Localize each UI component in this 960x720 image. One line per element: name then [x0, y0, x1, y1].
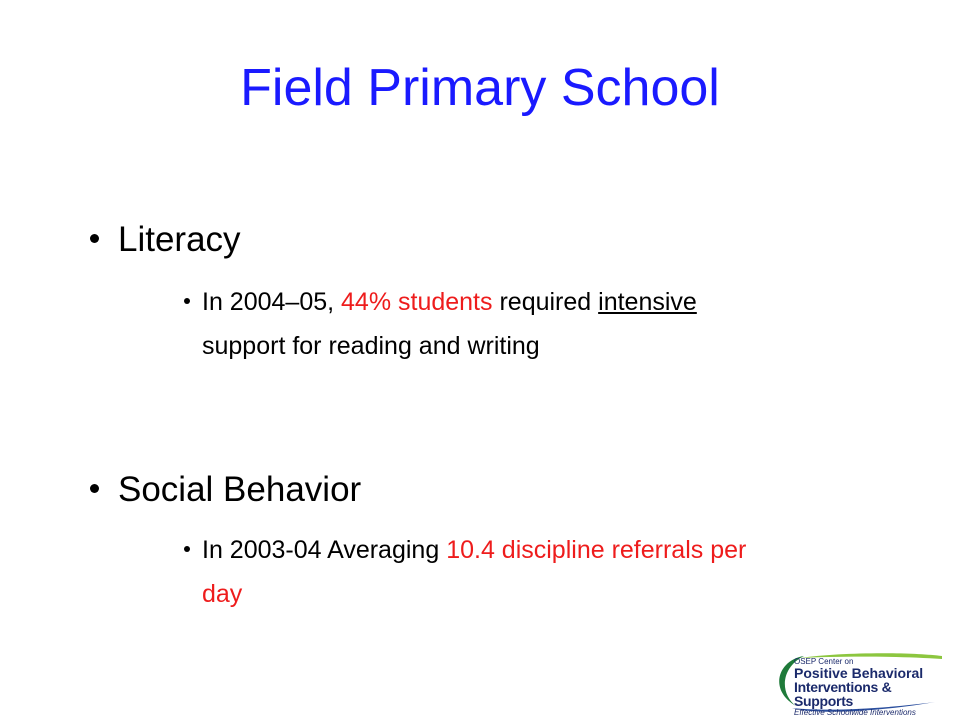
sub-bullet-literacy: [202, 280, 762, 368]
bullet-dot-icon: [184, 546, 190, 552]
bullet-social-behavior: [118, 470, 361, 510]
text-span: In 2004–05,: [202, 288, 342, 316]
text-span: support for reading and writing: [202, 332, 540, 360]
highlight-text: 44% students: [341, 288, 493, 316]
bullet-dot-icon: [90, 234, 99, 243]
slide-title: Field Primary School: [240, 59, 720, 117]
underlined-text: intensive: [598, 288, 697, 316]
bullet-dot-icon: [90, 484, 99, 493]
sub-bullet-social-behavior: [202, 528, 762, 616]
bullet-dot-icon: [184, 298, 190, 304]
highlight-text: 10.4 discipline referrals per day: [202, 536, 747, 608]
logo-line-2: Positive Behavioral: [794, 665, 924, 681]
text-span: In 2003-04 Averaging: [202, 536, 447, 564]
logo-line-1: OSEP Center on: [794, 657, 854, 666]
text-span: required: [492, 288, 599, 316]
pbis-logo: [770, 650, 945, 717]
bullet-heading: Literacy: [118, 220, 241, 259]
logo-text: [794, 657, 945, 718]
logo-line-4: Effective Schoolwide Interventions: [794, 708, 916, 717]
logo-line-3: Interventions & Supports: [794, 679, 892, 709]
bullet-heading: Social Behavior: [118, 470, 362, 509]
bullet-literacy: [118, 220, 241, 260]
